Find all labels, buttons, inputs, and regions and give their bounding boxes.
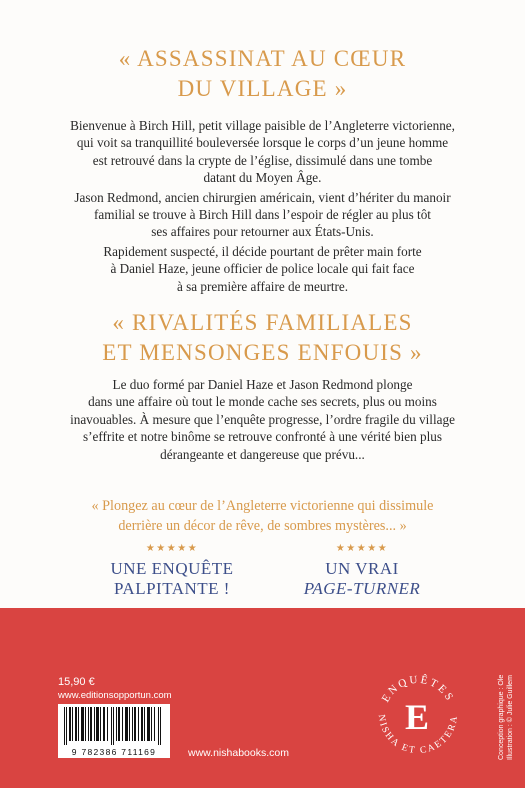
heading-rivalites bbox=[0, 308, 525, 368]
barcode bbox=[58, 704, 170, 758]
credit-line: Illustration : © Julie Guillem bbox=[507, 675, 514, 760]
publisher-website: www.editionsopportun.com bbox=[58, 690, 172, 701]
text-line: familial se trouve à Birch Hill dans l’espoir de régler au plus tôt bbox=[94, 207, 431, 223]
stars-icon: ★★★★★ bbox=[145, 543, 199, 554]
rating-text bbox=[272, 559, 452, 599]
text-line: datant du Moyen Âge. bbox=[203, 170, 322, 186]
logo-letter: E bbox=[404, 697, 430, 737]
text-line: Jason Redmond, ancien chirurgien américain, vient d’hériter du manoir bbox=[74, 189, 451, 205]
text-line: Le duo formé par Daniel Haze et Jason Redmond plonge bbox=[112, 377, 413, 392]
text-line: à sa première affaire de meurtre. bbox=[176, 278, 349, 294]
heading-line: « RIVALITÉS FAMILIALES bbox=[112, 310, 413, 335]
synopsis-paragraph-2 bbox=[70, 376, 455, 463]
rating-line: UNE ENQUÊTE bbox=[110, 559, 234, 578]
credits bbox=[497, 650, 514, 760]
heading-line: DU VILLAGE » bbox=[177, 76, 348, 101]
stars-icon: ★★★★★ bbox=[335, 543, 389, 554]
price: 15,90 € bbox=[58, 676, 95, 688]
text-line: est retrouvé dans la crypte de l’église, dissimulé dans une tombe bbox=[92, 152, 433, 168]
barcode-icon bbox=[58, 704, 170, 748]
credit-line: Conception graphique : Ole bbox=[498, 674, 505, 760]
heading-assassinat bbox=[0, 44, 525, 104]
text-line: Bienvenue à Birch Hill, petit village paisible de l’Angleterre victorienne, bbox=[70, 118, 455, 133]
rating-text bbox=[82, 559, 262, 599]
text-line: dérangeante et dangereuse que prévu... bbox=[160, 446, 365, 462]
publisher-logo bbox=[365, 660, 470, 765]
text-line: qui voit sa tranquillité bouleversée lorsque le corps d’un jeune homme bbox=[76, 135, 449, 151]
text-line: inavouables. À mesure que l’enquête progresse, l’ordre fragile du village bbox=[70, 411, 455, 427]
logo-top-text: ENQUÊTES bbox=[379, 673, 457, 705]
rating-line: PALPITANTE ! bbox=[114, 579, 230, 598]
rating-line: PAGE-TURNER bbox=[303, 579, 421, 598]
quote-line: derrière un décor de rêve, de sombres mystères... » bbox=[118, 518, 407, 534]
rating-enquete bbox=[82, 543, 262, 599]
heading-line: ET MENSONGES ENFOUIS » bbox=[102, 340, 423, 365]
rating-page-turner bbox=[272, 543, 452, 599]
text-line: à Daniel Haze, jeune officier de police locale qui fait face bbox=[110, 261, 415, 277]
isbn-number: 9 782386 711169 bbox=[71, 747, 157, 757]
synopsis-paragraph-1 bbox=[70, 117, 455, 295]
nisha-website: www.nishabooks.com bbox=[188, 747, 289, 759]
heading-line: « ASSASSINAT AU CŒUR bbox=[118, 46, 407, 71]
text-line: dans une affaire où tout le monde cache ses secrets, plus ou moins bbox=[88, 394, 437, 410]
text-line: ses affaires pour retourner aux États-Unis. bbox=[151, 224, 374, 240]
text-line: Rapidement suspecté, il décide pourtant de prêter main forte bbox=[103, 243, 422, 259]
rating-line: UN VRAI bbox=[325, 559, 399, 578]
enquetes-seal-icon bbox=[365, 660, 470, 765]
pull-quote bbox=[40, 496, 485, 536]
text-line: s’effrite et notre binôme se retrouve confronté à une vérité bien plus bbox=[83, 429, 442, 445]
quote-line: « Plongez au cœur de l’Angleterre victorienne qui dissimule bbox=[91, 498, 434, 514]
logo-bottom-text: NISHA ET CAETERA bbox=[375, 713, 461, 757]
